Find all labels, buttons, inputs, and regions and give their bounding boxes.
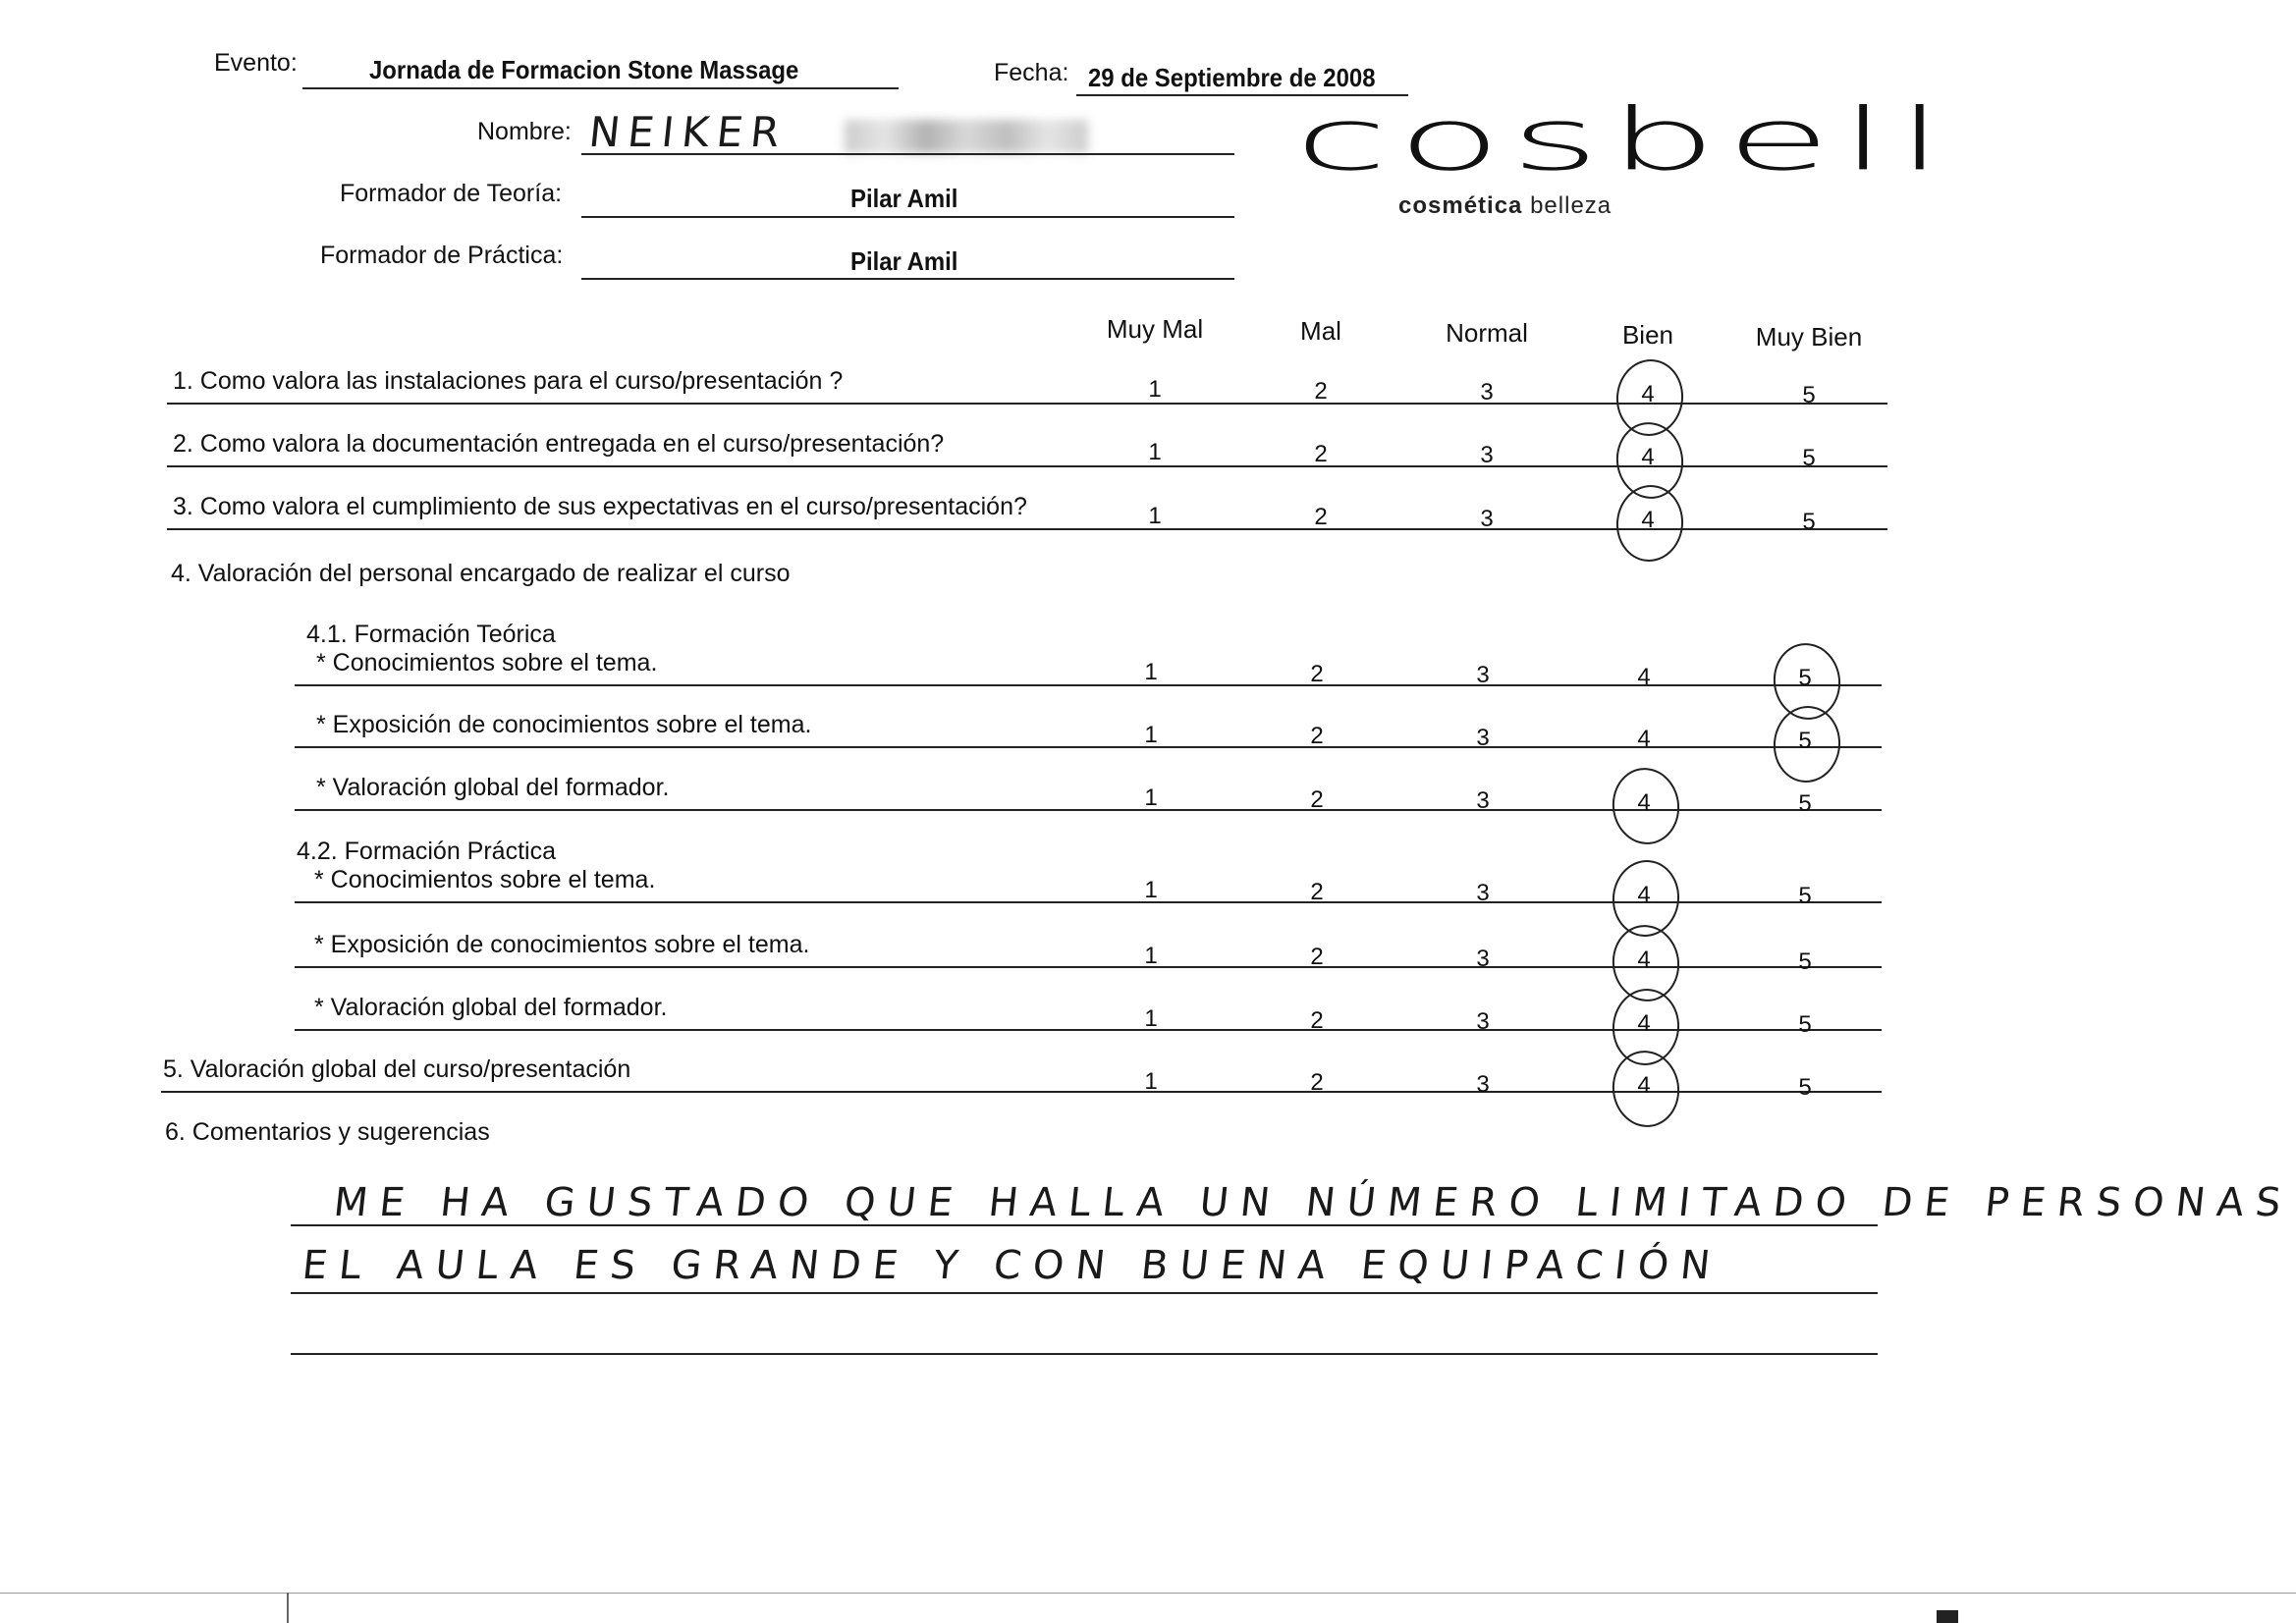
rating-option-2[interactable]: 2 [1310, 1006, 1324, 1034]
rating-option-4[interactable]: 4 [1637, 881, 1651, 908]
evento-value[interactable]: Jornada de Formacion Stone Massage [369, 55, 799, 84]
evento-underline [302, 87, 899, 89]
rating-option-2[interactable]: 2 [1310, 944, 1324, 971]
rating-option-1[interactable]: 1 [1144, 1067, 1158, 1095]
rating-option-3[interactable]: 3 [1476, 880, 1490, 907]
comment-line-2[interactable]: EL AULA ES GRANDE Y CON BUENA EQUIPACIÓN [300, 1243, 1724, 1288]
nombre-underline [581, 153, 1234, 155]
practica-value[interactable]: Pilar Amil [850, 246, 958, 276]
scale-header-normal: Normal [1446, 318, 1528, 348]
section-42-title: 4.2. Formación Práctica [297, 838, 556, 865]
rating-option-1[interactable]: 1 [1144, 721, 1158, 748]
rating-option-2[interactable]: 2 [1310, 660, 1324, 687]
scan-edge-block [1937, 1610, 1958, 1623]
rating-option-5[interactable]: 5 [1798, 947, 1812, 975]
comment-underline-2 [291, 1292, 1878, 1294]
brand-tagline [1398, 192, 1612, 220]
comment-line-1[interactable]: ME HA GUSTADO QUE HALLA UN NÚMERO LIMITADO DE PERSONAS [331, 1180, 2295, 1225]
teoria-underline [581, 216, 1234, 218]
rating-option-5[interactable]: 5 [1802, 382, 1816, 408]
question-text: * Exposición de conocimientos sobre el tema. [316, 711, 812, 738]
rating-option-5[interactable]: 5 [1798, 1073, 1812, 1101]
rating-option-1[interactable]: 1 [1148, 439, 1162, 466]
rating-option-4[interactable]: 4 [1637, 726, 1651, 753]
rating-option-1[interactable]: 1 [1144, 877, 1158, 904]
brand-tagline-light: belleza [1530, 192, 1613, 219]
rating-option-5[interactable]: 5 [1798, 790, 1812, 817]
rating-option-1[interactable]: 1 [1148, 376, 1162, 403]
rating-option-3[interactable]: 3 [1480, 379, 1494, 406]
scan-edge-line [0, 1593, 2296, 1594]
rating-option-1[interactable]: 1 [1144, 1005, 1158, 1033]
brand-tagline-bold: cosmética [1398, 192, 1523, 219]
rating-option-5[interactable]: 5 [1798, 1011, 1812, 1039]
rating-option-3[interactable]: 3 [1480, 505, 1494, 532]
rating-option-2[interactable]: 2 [1314, 440, 1328, 467]
nombre-label: Nombre: [477, 118, 572, 145]
rating-option-3[interactable]: 3 [1480, 442, 1494, 469]
rating-option-4[interactable]: 4 [1637, 788, 1651, 816]
rating-option-1[interactable]: 1 [1144, 784, 1158, 811]
rating-option-5[interactable]: 5 [1802, 508, 1816, 535]
question-text: * Conocimientos sobre el tema. [316, 649, 658, 676]
rating-option-4[interactable]: 4 [1637, 663, 1651, 690]
rating-option-2[interactable]: 2 [1310, 723, 1324, 750]
teoria-label: Formador de Teoría: [340, 180, 563, 207]
comment-underline-1 [291, 1224, 1878, 1226]
scan-edge-mark [287, 1593, 289, 1623]
comment-underline-3 [291, 1353, 1878, 1355]
rating-option-5[interactable]: 5 [1798, 883, 1812, 910]
practica-underline [581, 278, 1234, 280]
rating-option-3[interactable]: 3 [1476, 787, 1490, 814]
rating-option-3[interactable]: 3 [1476, 945, 1490, 972]
brand-logo: cosbell [1294, 90, 1953, 190]
scale-header-muy-mal: Muy Mal [1106, 314, 1204, 344]
rating-option-4[interactable]: 4 [1641, 443, 1655, 470]
rating-option-3[interactable]: 3 [1476, 1008, 1490, 1036]
redacted-surname [845, 120, 1088, 153]
question-text: * Conocimientos sobre el tema. [314, 866, 656, 893]
rating-option-4[interactable]: 4 [1637, 947, 1651, 974]
rating-option-1[interactable]: 1 [1144, 942, 1158, 969]
rating-option-1[interactable]: 1 [1148, 502, 1162, 529]
teoria-value[interactable]: Pilar Amil [850, 184, 958, 213]
question-text: * Valoración global del formador. [314, 994, 668, 1021]
selected-rating-circle [1770, 702, 1844, 785]
scale-header-bien: Bien [1621, 320, 1674, 350]
question-text: 1. Como valora las instalaciones para el curso/presentación ? [173, 367, 844, 395]
section-6-title: 6. Comentarios y sugerencias [165, 1118, 490, 1146]
evento-label: Evento: [214, 49, 298, 77]
rating-option-2[interactable]: 2 [1314, 504, 1328, 531]
question-text: 3. Como valora el cumplimiento de sus expectativas en el curso/presentación? [173, 493, 1027, 520]
rating-option-5[interactable]: 5 [1798, 665, 1812, 692]
question-text: 2. Como valora la documentación entregada en el curso/presentación? [173, 430, 945, 458]
selected-rating-circle [1613, 482, 1687, 566]
rating-option-3[interactable]: 3 [1476, 724, 1490, 751]
question-text: 5. Valoración global del curso/presentación [163, 1055, 631, 1083]
rating-option-2[interactable]: 2 [1310, 1069, 1324, 1097]
section-4-title: 4. Valoración del personal encargado de realizar el curso [171, 560, 791, 587]
rating-option-5[interactable]: 5 [1802, 445, 1816, 472]
rating-option-4[interactable]: 4 [1641, 507, 1655, 534]
rating-option-5[interactable]: 5 [1798, 727, 1812, 754]
rating-option-4[interactable]: 4 [1641, 380, 1655, 407]
question-text: * Valoración global del formador. [316, 774, 670, 801]
rating-option-4[interactable]: 4 [1637, 1009, 1651, 1037]
rating-option-2[interactable]: 2 [1310, 785, 1324, 813]
rating-option-2[interactable]: 2 [1314, 377, 1328, 405]
rating-option-3[interactable]: 3 [1476, 662, 1490, 689]
rating-option-4[interactable]: 4 [1637, 1072, 1651, 1100]
scale-header-muy-bien: Muy Bien [1755, 322, 1863, 352]
rating-option-1[interactable]: 1 [1144, 659, 1158, 686]
selected-rating-circle [1608, 1047, 1684, 1132]
fecha-label: Fecha: [994, 59, 1069, 86]
nombre-value[interactable]: NEIKER [586, 108, 791, 156]
scale-header-mal: Mal [1300, 316, 1341, 346]
practica-label: Formador de Práctica: [320, 242, 564, 269]
fecha-value[interactable]: 29 de Septiembre de 2008 [1088, 63, 1376, 92]
section-41-title: 4.1. Formación Teórica [306, 621, 556, 648]
selected-rating-circle [1608, 763, 1684, 848]
rating-option-2[interactable]: 2 [1310, 878, 1324, 905]
rating-option-3[interactable]: 3 [1476, 1070, 1490, 1098]
question-text: * Exposición de conocimientos sobre el tema. [314, 931, 810, 958]
